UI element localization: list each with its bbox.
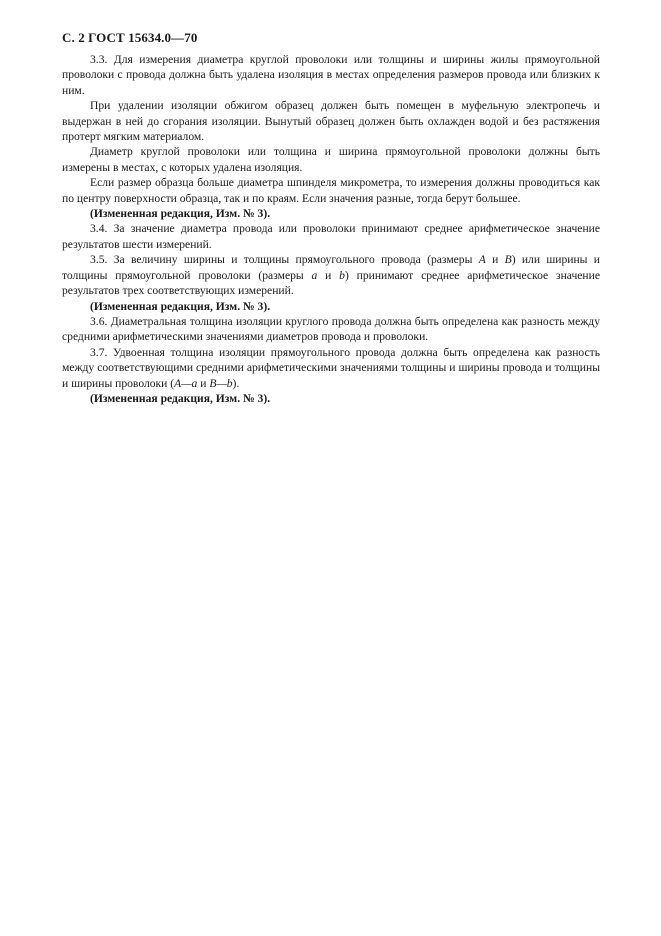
edition-note-1: (Измененная редакция, Изм. № 3). bbox=[90, 207, 271, 221]
symbol-b: b bbox=[339, 268, 345, 282]
text-run: ). bbox=[232, 376, 240, 390]
paragraph-micrometer: Если размер образца больше диаметра шпинделя микрометра, то измерения должны проводиться как по центру поверхности образца, так и по краям. Если значения разные, тогда берут большее. bbox=[62, 176, 600, 205]
paragraph-insulation-removal: При удалении изоляции обжигом образец должен быть помещен в муфельную электропечь и выдержан в ней до сгорания изоляции. Вынутый образец должен быть охлажден водой и без растяжения протерт мягким материалом. bbox=[62, 99, 600, 144]
edition-note-2: (Измененная редакция, Изм. № 3). bbox=[90, 299, 271, 313]
text-run: 3.7. Удвоенная толщина изоляции прямоугольного провода должна быть определена как разность между соответствующими средними арифметическими значениями толщины и ширины провода и толщины и ширины проволоки ( bbox=[62, 345, 600, 390]
formula-A-minus-a: А—а bbox=[174, 376, 198, 390]
page-header: С. 2 ГОСТ 15634.0—70 bbox=[62, 30, 198, 45]
symbol-B: В bbox=[504, 253, 512, 267]
edition-note-3: (Измененная редакция, Изм. № 3). bbox=[90, 391, 271, 405]
paragraph-3-5 bbox=[62, 252, 600, 298]
paragraph-3-6: 3.6. Диаметральная толщина изоляции круглого провода должна быть определена как разность между средними арифметическими значениями диаметров провода и проволоки. bbox=[62, 314, 600, 344]
text-run: 3.5. За величину ширины и толщины прямоугольного провода (размеры bbox=[90, 253, 479, 267]
paragraph-3-7 bbox=[62, 345, 600, 391]
document-body bbox=[62, 52, 600, 406]
symbol-A: А bbox=[478, 253, 486, 267]
text-run: и bbox=[317, 268, 340, 282]
text-run: и bbox=[197, 376, 210, 390]
text-run: ) принимают среднее арифметическое значение результатов трех соответствующих измерений. bbox=[62, 268, 600, 298]
text-run: и bbox=[485, 253, 505, 267]
text-run: ) или ширины и толщины прямоугольной проволоки (размеры bbox=[62, 253, 600, 282]
symbol-a: а bbox=[311, 268, 318, 282]
paragraph-diameter-measurement: Диаметр круглой проволоки или толщина и ширина прямоугольной проволоки должны быть измерены в местах, с которых удалена изоляция. bbox=[62, 145, 600, 174]
paragraph-3-3: 3.3. Для измерения диаметра круглой проволоки или толщины и ширины жилы прямоугольной проволоки с провода должна быть удалена изоляция в местах определения размеров провода или близких к ним. bbox=[62, 53, 600, 97]
paragraph-3-4: 3.4. За значение диаметра провода или проволоки принимают среднее арифметическое значение результатов шести измерений. bbox=[62, 222, 600, 251]
formula-B-minus-b: В—b bbox=[209, 376, 233, 390]
